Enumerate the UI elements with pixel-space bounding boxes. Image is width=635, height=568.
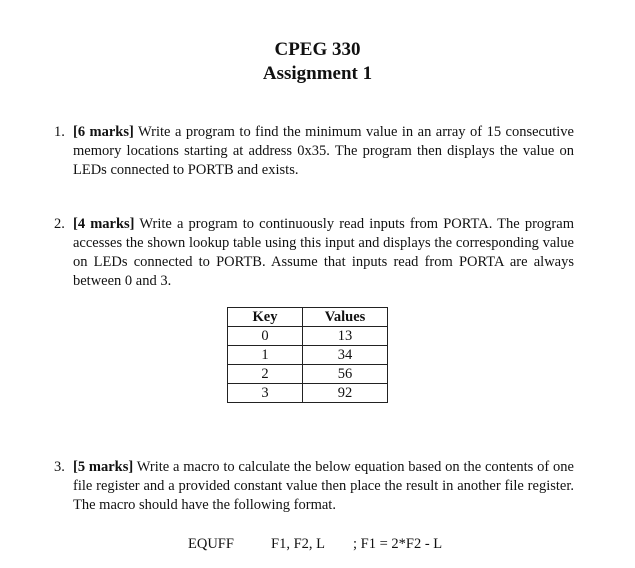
question-2-text: Write a program to continuously read inputs from PORTA. The program accesses the shown lookup table using this input and displays the corresponding value on LEDs connected to PORTB. Assume that inputs read from PORTA are always between 0 and 3.	[73, 216, 574, 289]
question-1-marks: [6 marks]	[73, 124, 134, 140]
macro-comment: ; F1 = 2*F2 - L	[353, 536, 443, 552]
lookup-key-cell: 2	[228, 365, 303, 384]
question-1-text: Write a program to find the minimum value in an array of 15 consecutive memory locations starting at address 0x35. The program then displays the value on LEDs connected to PORTB and exists.	[73, 124, 574, 178]
course-title: CPEG 330	[274, 39, 361, 60]
question-3-text: Write a macro to calculate the below equation based on the contents of one file register and a provided constant value then place the result in another file register. The macro should have the following format.	[73, 459, 574, 513]
lookup-key-cell: 0	[228, 327, 303, 346]
lookup-header-values: Values	[303, 308, 388, 327]
question-1	[54, 123, 574, 180]
lookup-table-header-row	[228, 308, 388, 327]
lookup-header-key: Key	[228, 308, 303, 327]
question-3-body	[73, 458, 574, 515]
table-row	[228, 327, 388, 346]
question-2-number: 2.	[54, 216, 65, 232]
lookup-value-cell: 92	[303, 384, 388, 403]
question-3-marks: [5 marks]	[73, 459, 134, 475]
question-2-marks: [4 marks]	[73, 216, 135, 232]
lookup-key-cell: 3	[228, 384, 303, 403]
question-1-number: 1.	[54, 124, 65, 140]
assignment-title: Assignment 1	[262, 63, 373, 84]
lookup-key-cell: 1	[228, 346, 303, 365]
table-row	[228, 365, 388, 384]
question-3	[54, 458, 574, 515]
lookup-value-cell: 56	[303, 365, 388, 384]
table-row	[228, 346, 388, 365]
question-2-body	[73, 215, 574, 291]
table-row	[228, 384, 388, 403]
question-2	[54, 215, 574, 291]
macro-args: F1, F2, L	[271, 536, 325, 552]
question-3-number: 3.	[54, 459, 65, 475]
macro-name: EQUFF	[188, 536, 234, 552]
lookup-table	[227, 307, 388, 403]
lookup-value-cell: 34	[303, 346, 388, 365]
question-1-body	[73, 123, 574, 180]
lookup-value-cell: 13	[303, 327, 388, 346]
